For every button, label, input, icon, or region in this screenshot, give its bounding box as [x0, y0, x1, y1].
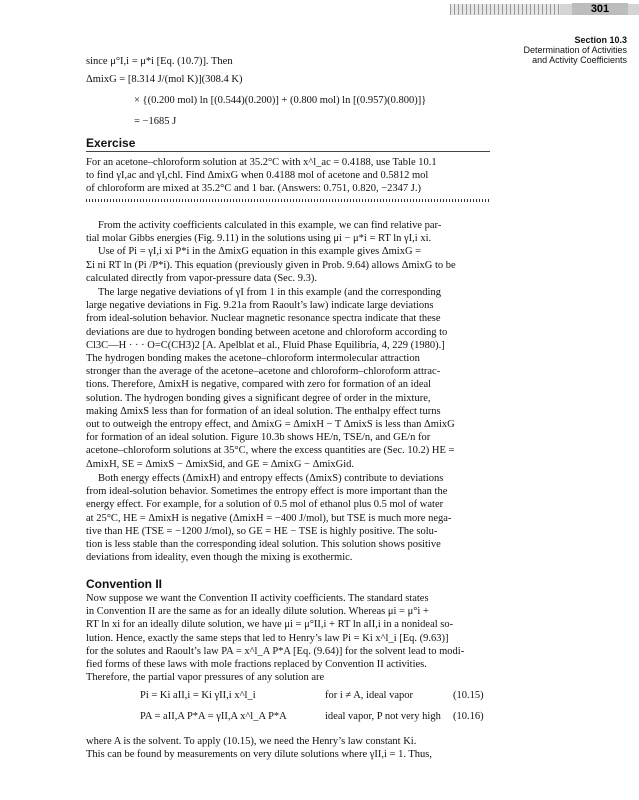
text-line: Cl3C—H · · · O=C(CH3)2 [A. Apelblat et al., Fluid Phase Equilibria, 4, 229 (1980).]: [86, 339, 445, 351]
text-line: Σi ni RT ln (Pi /P*i). This equation (previously given in Prob. 9.64) allows ΔmixG to be: [86, 259, 456, 271]
exercise-rule: [86, 151, 490, 152]
text-line: ΔmixH, SE = ΔmixS − ΔmixSid, and GE = ΔmixG − ΔmixGid.: [86, 458, 355, 470]
text-line: RT ln xi for an ideally dilute solution, we have μi = μ°II,i + RT ln aII,i in a nonideal so-: [86, 619, 454, 631]
text-line: lution. Hence, exactly the same steps that led to Henry’s law Pi = Ki x^l_i [Eq. (9.63)]: [86, 632, 449, 644]
paragraph-3: [86, 472, 490, 564]
text-line: The hydrogen bonding makes the acetone–chloroform intermolecular attraction: [86, 353, 420, 365]
equation-10-16-condition: ideal vapor, P not very high: [325, 711, 441, 722]
text-line: Now suppose we want the Convention II activity coefficients. The standard states: [86, 593, 429, 604]
equation-10-16: PA = aII,A P*A = γII,A x^l_A P*A: [140, 711, 287, 722]
equation-10-15-condition: for i ≠ A, ideal vapor: [325, 690, 413, 701]
example-equation-1: ΔmixG = [8.314 J/(mol K)](308.4 K): [86, 74, 243, 85]
text-line: deviations are due to hydrogen bonding between acetone and chloroform according to: [86, 326, 448, 338]
equation-number-10-15: (10.15): [453, 690, 484, 701]
text-line: energy effect. For example, for a solution of 0.5 mol of ethanol plus 0.5 mol of water: [86, 499, 444, 511]
text-line: in Convention II are the same as for an ideally dilute solution. Whereas μi = μ°i +: [86, 606, 429, 618]
section-title-line-1: Determination of Activities: [523, 45, 627, 55]
text-line: tial molar Gibbs energies (Fig. 9.11) in the solutions using μi − μ*i = RT ln γI,i xi.: [86, 233, 432, 245]
text-line: calculated directly from vapor-pressure data (Sec. 9.3).: [86, 272, 317, 284]
text-line: solution. The hydrogen bonding gives a significant degree of order in the mixture,: [86, 392, 431, 404]
paragraph-1: [86, 219, 490, 285]
text-line: tive than HE (TSE = −1200 J/mol), so GE = HE − TSE is highly positive. The solu-: [86, 525, 438, 537]
text-line: at 25°C, HE = ΔmixH is negative (ΔmixH = −400 J/mol), but TSE is much more nega-: [86, 512, 452, 524]
text-line: where A is the solvent. To apply (10.15), we need the Henry’s law constant Ki.: [86, 736, 417, 747]
example-since-line: since μ°I,i = μ*i [Eq. (10.7)]. Then: [86, 56, 233, 67]
text-line: tions. Therefore, ΔmixH is negative, compared with zero for formation of an ideal: [86, 379, 432, 391]
page-number: 301: [572, 3, 628, 15]
paragraph-5: [86, 735, 490, 761]
text-line: From the activity coefficients calculated in this example, we can find relative par-: [98, 220, 442, 231]
text-line: from ideal-solution behavior. Nuclear magnetic resonance spectra indicate that these: [86, 313, 441, 325]
text-line: making ΔmixS less than for formation of an ideal solution. The enthalpy effect turns: [86, 405, 441, 417]
section-label: [457, 35, 627, 65]
text-line: for formation of an ideal solution. Figure 10.3b shows HE/n, TSE/n, and GE/n for: [86, 432, 431, 444]
section-title-line-2: and Activity Coefficients: [532, 55, 627, 65]
exercise-line: For an acetone–chloroform solution at 35.2°C with x^l_ac = 0.4188, use Table 10.1: [86, 157, 437, 168]
equation-number-10-16: (10.16): [453, 711, 484, 722]
text-line: Both energy effects (ΔmixH) and entropy effects (ΔmixS) contribute to deviations: [98, 473, 444, 484]
exercise-line: to find γI,ac and γI,chl. Find ΔmixG when 0.4188 mol of acetone and 0.5812 mol: [86, 170, 429, 182]
section-heading-convention-ii: Convention II: [86, 577, 162, 591]
text-line: This can be found by measurements on very dilute solutions where γII,i = 1. Thus,: [86, 749, 433, 761]
text-line: deviations from ideality, even though the mixing is exothermic.: [86, 552, 353, 564]
text-line: tion is less stable than the corresponding ideal solution. This solution shows positive: [86, 539, 441, 551]
exercise-line: of chloroform are mixed at 35.2°C and 1 bar. (Answers: 0.751, 0.820, −2347 J.): [86, 183, 421, 195]
paragraph-4: [86, 592, 490, 684]
text-line: The large negative deviations of γI from 1 in this example (and the corresponding: [98, 287, 441, 298]
text-line: stronger than the average of the acetone–acetone and chloroform–chloroform attrac-: [86, 366, 441, 378]
text-line: Use of Pi = γI,i xi P*i in the ΔmixG equation in this example gives ΔmixG =: [98, 246, 422, 258]
header-decoration: [450, 4, 560, 15]
exercise-end-rule: [86, 199, 490, 202]
exercise-text: [86, 156, 490, 196]
text-line: from ideal-solution behavior. Sometimes the entropy effect is more important than the: [86, 486, 448, 498]
equation-10-15: Pi = Ki aII,i = Ki γII,i x^l_i: [140, 690, 256, 701]
section-number: Section 10.3: [574, 35, 627, 45]
text-line: acetone–chloroform solutions at 35°C, where the excess quantities are (Sec. 10.2) HE =: [86, 445, 455, 457]
example-equation-3: = −1685 J: [134, 116, 177, 127]
example-equation-2: × {(0.200 mol) ln [(0.544)(0.200)] + (0.800 mol) ln [(0.957)(0.800)]}: [134, 95, 427, 106]
text-line: fied forms of these laws with mole fractions replaced by Convention II activities.: [86, 659, 427, 671]
exercise-heading: Exercise: [86, 136, 136, 150]
text-line: out to outweigh the entropy effect, and ΔmixG = ΔmixH − T ΔmixS is less than ΔmixG: [86, 419, 455, 431]
text-line: Therefore, the partial vapor pressures of any solution are: [86, 672, 325, 684]
text-line: large negative deviations in Fig. 9.21a from Raoult’s law) indicate large deviations: [86, 300, 434, 312]
text-line: for the solutes and Raoult’s law PA = x^l_A P*A [Eq. (9.64)] for the solvent lead to modi-: [86, 645, 465, 657]
paragraph-2: [86, 286, 490, 471]
